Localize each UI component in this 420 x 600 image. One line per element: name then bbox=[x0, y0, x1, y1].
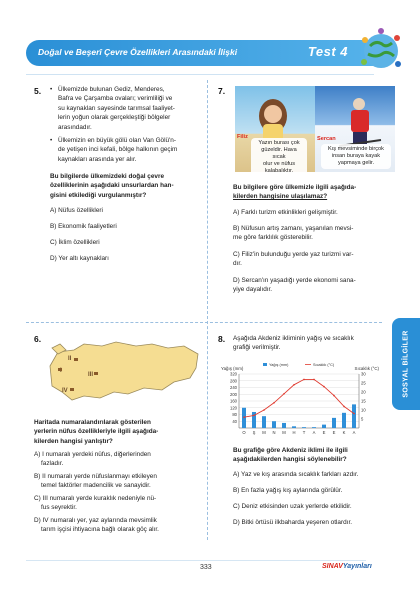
q5-bullet2: Ülkemizin en büyük gölü olan Van Gölü'n- de yetişen inci kefali, bölge halkının geçim kaynakları arasında yer alır. bbox=[58, 137, 178, 163]
photo-skier bbox=[315, 86, 395, 172]
map-label-4: IV bbox=[62, 388, 68, 394]
q7-option-c[interactable]: C) Filiz'in bulunduğu yerde yaz turizmi var- dır. bbox=[233, 251, 354, 268]
y-tick-label: 160 bbox=[230, 398, 237, 404]
q6-option-d[interactable]: D) IV numaralı yer, yaz aylarında mevsimlik tarım işçisi ihtiyacına bağlı olarak göç alır. bbox=[34, 517, 159, 534]
bullet-dot: • bbox=[50, 86, 53, 93]
legend-label-rain: Yağış (mm) bbox=[269, 363, 289, 367]
rainfall-bar bbox=[262, 416, 266, 428]
column-divider bbox=[207, 80, 208, 540]
rainfall-bar bbox=[352, 404, 356, 428]
q8-option-d[interactable]: D) Bitki örtüsü ilkbaharda yeşeren otlardır. bbox=[233, 519, 352, 526]
x-tick-label: E bbox=[322, 430, 326, 435]
rainfall-bar bbox=[272, 421, 276, 428]
legend-label-temp: Sıcaklık (°C) bbox=[313, 363, 335, 367]
q5-option-c[interactable]: C) İklim özellikleri bbox=[50, 239, 100, 246]
turkey-map bbox=[44, 338, 204, 408]
y2-tick-label: 5 bbox=[361, 416, 364, 422]
x-tick-label: H bbox=[292, 430, 296, 435]
footer-rule bbox=[26, 560, 366, 561]
y-tick-label: 280 bbox=[230, 378, 237, 384]
q7-number: 7. bbox=[218, 86, 226, 96]
rainfall-bar bbox=[282, 423, 286, 428]
y-axis-label: Yağış (mm) bbox=[221, 366, 244, 371]
q7-stem: Bu bilgilere göre ülkemizle ilgili aşağıda- kilerden hangisine ulaşılamaz? bbox=[233, 184, 357, 201]
map-label-2: II bbox=[68, 356, 72, 362]
y2-tick-label: 25 bbox=[361, 380, 366, 386]
photo-beach-girl bbox=[235, 86, 315, 172]
climate-chart bbox=[219, 362, 381, 440]
q5-stem: Bu bilgilerde ülkemizdeki doğal çevre özelliklerinin aşağıdaki unsurlardan han- gisini etkilediği vurgulanmıştır? bbox=[50, 173, 174, 199]
x-tick-label: T bbox=[302, 430, 306, 435]
x-tick-label: M bbox=[282, 430, 286, 435]
q7-name-sercan: Sercan bbox=[317, 136, 336, 142]
legend-swatch-rain bbox=[263, 363, 267, 366]
q8-intro: Aşağıda Akdeniz ikliminin yağış ve sıcaklık grafiği verilmiştir. bbox=[233, 335, 354, 352]
temperature-point bbox=[253, 415, 255, 417]
q8-number: 8. bbox=[218, 334, 226, 344]
q7-option-d[interactable]: D) Sercan'ın yaşadığı yerde ekonomi sana- yiye dayalıdır. bbox=[233, 277, 356, 294]
q5-option-a[interactable]: A) Nüfus özellikleri bbox=[50, 207, 103, 214]
q6-option-b[interactable]: B) II numaralı yerde nüfuslanmayı etkileyen temel faktörler madencilik ve sanayidir. bbox=[34, 473, 157, 490]
publisher-logo: SINAVYayınları bbox=[322, 563, 372, 570]
y2-tick-label: 10 bbox=[361, 407, 366, 413]
x-tick-label: A bbox=[352, 430, 356, 435]
q5-option-b[interactable]: B) Ekonomik faaliyetleri bbox=[50, 223, 117, 230]
header-rule bbox=[26, 74, 374, 75]
rainfall-bar bbox=[342, 413, 346, 428]
y-tick-label: 80 bbox=[232, 412, 237, 418]
x-tick-label: E bbox=[332, 430, 336, 435]
y2-tick-label: 20 bbox=[361, 389, 366, 395]
y2-axis-label: Sıcaklık (°C) bbox=[354, 366, 379, 371]
temperature-point bbox=[333, 395, 335, 397]
y-tick-label: 240 bbox=[230, 385, 237, 391]
x-tick-label: M bbox=[262, 430, 266, 435]
header-title: Doğal ve Beşerî Çevre Özellikleri Arasındaki İlişki bbox=[38, 47, 238, 57]
temperature-point bbox=[293, 384, 295, 386]
q7-option-b[interactable]: B) Nüfusun artış zamanı, yaşanılan mevsi- me göre farklılık gösterebilir. bbox=[233, 225, 354, 242]
temperature-point bbox=[313, 379, 315, 381]
q6-option-c[interactable]: C) III numaralı yerde kuraklık nedeniyle nü- fus seyrektir. bbox=[34, 495, 157, 512]
rainfall-bar bbox=[292, 426, 296, 428]
temperature-point bbox=[353, 413, 355, 415]
q8-option-c[interactable]: C) Deniz etkisinden uzak yerlerde etkilidir. bbox=[233, 503, 352, 510]
subject-label: SOSYAL BİLGİLER bbox=[402, 330, 410, 398]
y-tick-label: 120 bbox=[230, 405, 237, 411]
row-divider bbox=[26, 322, 382, 323]
y2-tick-label: 30 bbox=[361, 371, 366, 377]
globe-people-icon bbox=[356, 26, 406, 76]
test-number: Test 4 bbox=[307, 44, 348, 59]
q6-option-a[interactable]: A) I numaralı yerdeki nüfus, diğerlerinden fazladır. bbox=[34, 451, 151, 468]
q5-number: 5. bbox=[34, 86, 42, 96]
temperature-point bbox=[303, 379, 305, 381]
chart-layer bbox=[221, 363, 380, 435]
q8-option-b[interactable]: B) En fazla yağış kış aylarında görülür. bbox=[233, 487, 343, 494]
rainfall-bar bbox=[312, 427, 316, 428]
temperature-point bbox=[343, 406, 345, 408]
map-label-3: III bbox=[88, 372, 94, 378]
temperature-point bbox=[283, 393, 285, 395]
temperature-point bbox=[273, 402, 275, 404]
rainfall-bar bbox=[322, 425, 326, 428]
x-tick-label: Ş bbox=[252, 430, 256, 435]
x-tick-label: N bbox=[272, 430, 276, 435]
q7-speech-sercan: Kış mevsiminde birçok insan buraya kayak yapmaya gelir. bbox=[321, 144, 391, 169]
bullet-dot: • bbox=[50, 137, 53, 144]
rainfall-bar bbox=[332, 418, 336, 428]
q5-option-d[interactable]: D) Yer altı kaynakları bbox=[50, 255, 109, 262]
q8-stem: Bu grafiğe göre Akdeniz iklimi ile ilgili aşağıdakilerden hangisi söylenebilir? bbox=[233, 447, 348, 464]
y2-tick-label: 15 bbox=[361, 398, 366, 404]
q7-speech-filiz: Yazın burası çok güzeldir. Hava sıcak olur ve nüfus kalabalıktır. bbox=[251, 138, 307, 172]
temperature-point bbox=[263, 409, 265, 411]
q8-option-a[interactable]: A) Yaz ve kış arasında sıcaklık farkları azdır. bbox=[233, 471, 359, 478]
y-tick-label: 320 bbox=[230, 371, 237, 377]
x-tick-label: O bbox=[242, 430, 246, 435]
rainfall-bar bbox=[302, 427, 306, 428]
header-banner bbox=[26, 40, 374, 66]
q5-bullet1: Ülkemizde bulunan Gediz, Menderes, Bafra ve Çarşamba ovaları; verimliliği ve su kaynakları sayesinde tarımsal faaliyet- lerin yoğun olarak gerçekleştiği bölgeler arasındadır. bbox=[58, 86, 175, 131]
q7-option-a[interactable]: A) Farklı turizm etkinlikleri gelişmiştir. bbox=[233, 209, 338, 216]
page-number: 333 bbox=[200, 564, 212, 571]
y-tick-label: 200 bbox=[230, 391, 237, 397]
temperature-point bbox=[243, 416, 245, 418]
x-tick-label: K bbox=[342, 430, 346, 435]
q6-number: 6. bbox=[34, 334, 42, 344]
temperature-point bbox=[323, 386, 325, 388]
q6-stem: Haritada numaralandırılarak gösterilen yerlerin nüfus özellikleriyle ilgili aşağıda- kilerden hangisi yanlıştır? bbox=[34, 419, 159, 445]
y-tick-label: 40 bbox=[232, 418, 237, 424]
x-tick-label: A bbox=[312, 430, 316, 435]
q7-name-filiz: Filiz bbox=[237, 134, 248, 140]
temperature-line bbox=[244, 379, 354, 417]
subject-side-tab bbox=[392, 318, 420, 410]
